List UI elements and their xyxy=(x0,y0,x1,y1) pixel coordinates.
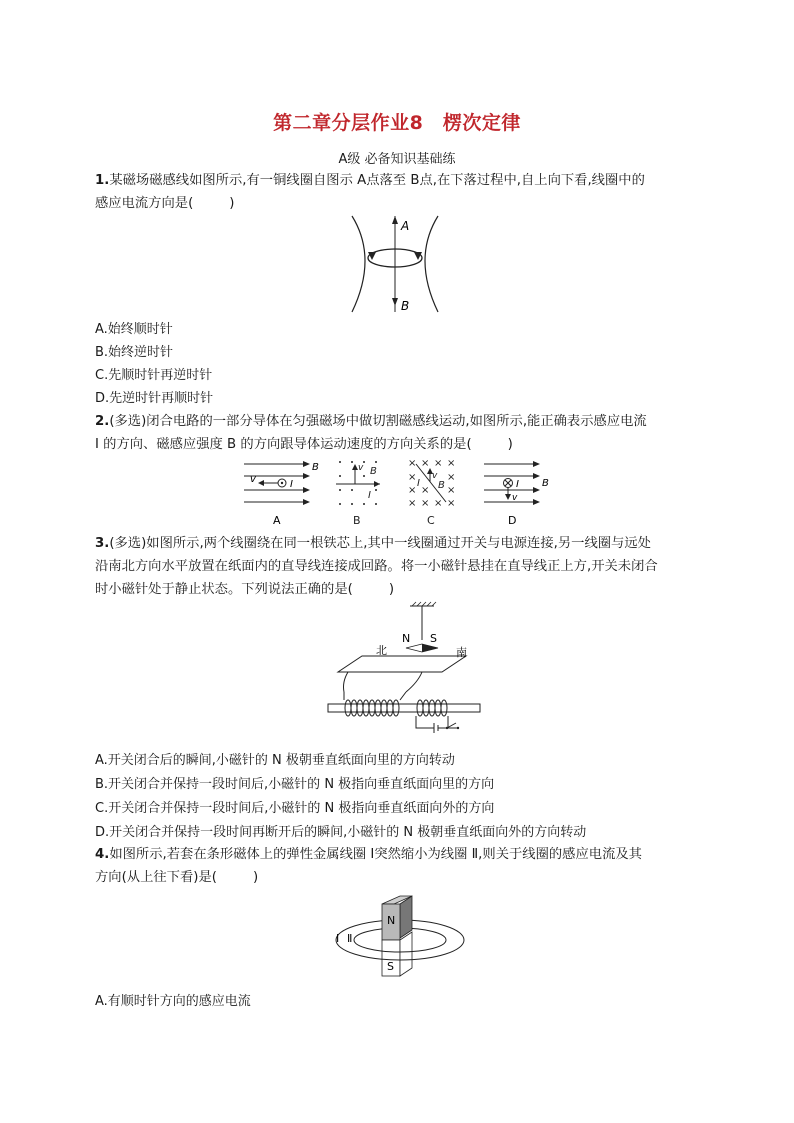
q1-line2 xyxy=(95,193,234,215)
field-line-left xyxy=(352,216,365,312)
q2-diagram-c xyxy=(408,458,455,527)
q4-text-2a: 方向(从上往下看)是( xyxy=(95,870,217,885)
svg-text:×: × xyxy=(434,498,443,509)
q4-option-a[interactable]: A.有顺时针方向的感应电流 xyxy=(95,994,251,1009)
q3-option-b[interactable]: B.开关闭合并保持一段时间后,小磁针的 N 极指向垂直纸面向里的方向 xyxy=(95,777,495,792)
q3-line2: 沿南北方向水平放置在纸面内的直导线连接成回路。将一小磁针悬挂在直导线正上方,开关未闭合 xyxy=(95,559,658,574)
svg-text:×: × xyxy=(408,485,417,496)
q2d-B: B xyxy=(542,478,549,489)
q1-text-2b: ) xyxy=(229,196,235,211)
q1-option-d[interactable]: D.先逆时针再顺时针 xyxy=(95,391,214,406)
q3-option-c[interactable]: C.开关闭合并保持一段时间后,小磁针的 N 极指向垂直纸面向外的方向 xyxy=(95,801,495,816)
q1-option-a[interactable]: A.始终顺时针 xyxy=(95,322,173,337)
q2-diagram-a xyxy=(244,461,319,527)
q2d-I: I xyxy=(516,479,519,490)
q2-figures xyxy=(240,456,560,528)
q3-text-3b: ) xyxy=(388,582,395,597)
q2-label-a: A xyxy=(273,514,281,527)
q2b-v: v xyxy=(358,463,364,473)
q3-line1 xyxy=(95,533,651,555)
q1-text-2a: 感应电流方向是( xyxy=(95,196,194,211)
q2a-B: B xyxy=(312,462,319,473)
label-ring-I: Ⅰ xyxy=(336,932,340,945)
q2-label-d: D xyxy=(508,514,517,527)
q2-diagram-d xyxy=(484,461,549,527)
svg-text:×: × xyxy=(408,498,417,509)
q4-text-2b: ) xyxy=(252,870,259,885)
svg-text:×: × xyxy=(447,485,456,496)
q1-figure-field-lines xyxy=(340,212,450,316)
q2-number: 2. xyxy=(95,414,110,429)
level-heading: A级 必备知识基础练 xyxy=(338,152,456,167)
q3-text-3a: 时小磁针处于静止状态。下列说法正确的是( xyxy=(95,582,353,597)
svg-text:×: × xyxy=(408,472,417,483)
svg-text:×: × xyxy=(421,498,430,509)
q2d-v: v xyxy=(512,493,518,503)
q1-text-1: 某磁场磁感线如图所示,有一铜线圈自图示 A点落至 B点,在下落过程中,自上向下看,线圈中的 xyxy=(109,173,645,188)
q2c-I: I xyxy=(417,478,420,489)
straight-wire xyxy=(338,656,466,672)
svg-text:×: × xyxy=(447,498,456,509)
label-A: A xyxy=(401,219,410,233)
q2a-v: v xyxy=(250,474,256,485)
q3-text-1: (多选)如图所示,两个线圈绕在同一根铁芯上,其中一线圈通过开关与电源连接,另一线圈与远处 xyxy=(109,536,651,551)
q1-line1 xyxy=(95,170,645,192)
needle-S: S xyxy=(430,632,437,645)
magnet-N: N xyxy=(387,914,396,927)
q4-line1 xyxy=(95,844,642,866)
q2c-v: v xyxy=(432,471,438,481)
label-B: B xyxy=(401,299,410,313)
q3-option-a[interactable]: A.开关闭合后的瞬间,小磁针的 N 极朝垂直纸面向里的方向转动 xyxy=(95,753,455,768)
q2-label-c: C xyxy=(427,514,435,527)
field-line-right xyxy=(425,216,438,312)
svg-text:×: × xyxy=(434,458,443,469)
q1-option-c[interactable]: C.先顺时针再逆时针 xyxy=(95,368,213,383)
q2c-B: B xyxy=(438,480,445,491)
q3-figure-coils xyxy=(322,600,482,740)
q2-line1 xyxy=(95,411,647,433)
q4-figure-magnet xyxy=(332,890,468,982)
svg-text:×: × xyxy=(421,458,430,469)
page-title: 第二章分层作业8 楞次定律 xyxy=(273,112,521,134)
q2-line2 xyxy=(95,434,513,456)
q1-number: 1. xyxy=(95,173,110,188)
q3-line3 xyxy=(95,579,394,601)
q2a-I: I xyxy=(290,479,293,490)
svg-text:×: × xyxy=(447,472,456,483)
q2-diagram-b xyxy=(336,461,380,527)
svg-text:×: × xyxy=(447,458,456,469)
q1-option-b[interactable]: B.始终逆时针 xyxy=(95,345,174,360)
magnet-S: S xyxy=(387,960,394,973)
q2-text-2b: ) xyxy=(507,437,513,452)
q2-text-2a: I 的方向、磁感应强度 B 的方向跟导体运动速度的方向关系的是( xyxy=(95,437,472,452)
q3-number: 3. xyxy=(95,536,110,551)
q4-number: 4. xyxy=(95,847,110,862)
needle-N: N xyxy=(402,632,411,645)
q3-option-d[interactable]: D.开关闭合并保持一段时间再断开后的瞬间,小磁针的 N 极朝垂直纸面向外的方向转动 xyxy=(95,825,587,840)
q2-label-b: B xyxy=(353,514,361,527)
label-ring-II: Ⅱ xyxy=(347,932,353,945)
q4-line2 xyxy=(95,867,258,889)
svg-text:×: × xyxy=(421,485,430,496)
q2b-I: I xyxy=(368,490,371,501)
q4-text-1: 如图所示,若套在条形磁体上的弹性金属线圈 Ⅰ突然缩小为线圈 Ⅱ,则关于线圈的感应电流及其 xyxy=(109,847,642,862)
svg-text:×: × xyxy=(408,458,417,469)
q2-text-1: (多选)闭合电路的一部分导体在匀强磁场中做切割磁感线运动,如图所示,能正确表示感应电流 xyxy=(109,414,647,429)
label-south: 南 xyxy=(456,646,467,659)
q2b-B: B xyxy=(370,466,377,477)
label-north: 北 xyxy=(376,644,387,657)
